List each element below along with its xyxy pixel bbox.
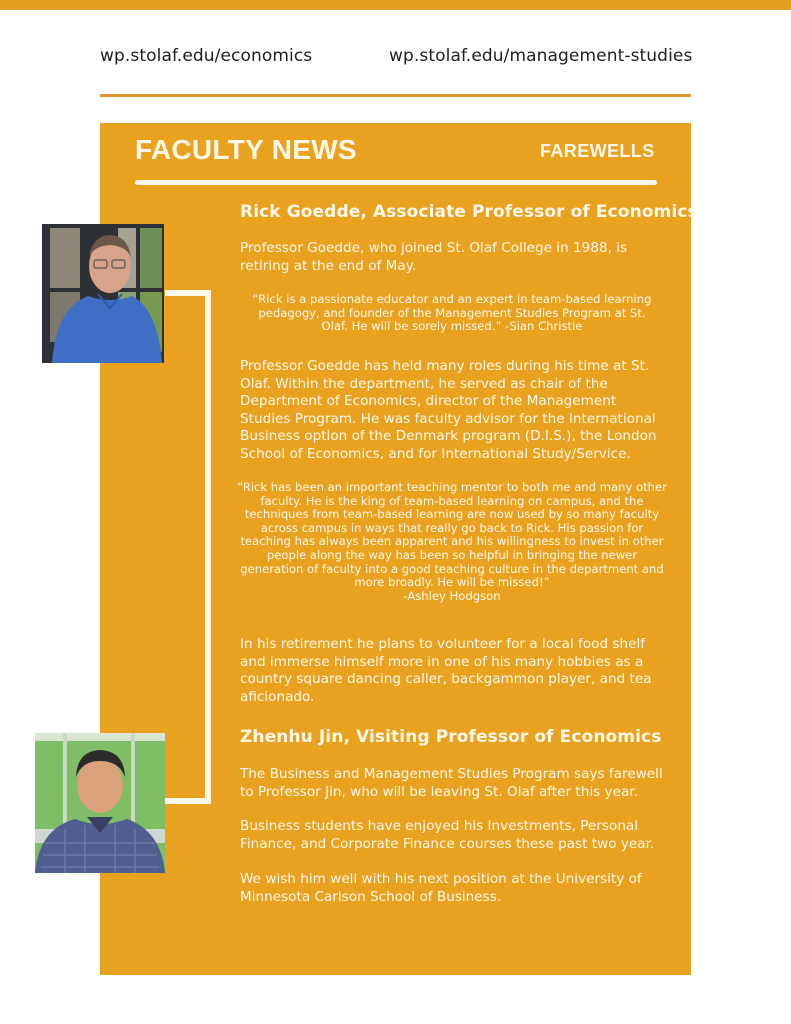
jin-farewell: The Business and Management Studies Program says farewell to Professor Jin, who will be leaving St. Olaf after this year. [240,766,663,800]
hodgson-quote-text: “Rick has been an important teaching mentor to both me and many other faculty. He is the king of team-based learning on campus, and the techniques from team-based learning are now used by so many faculty across campus in ways that really go back to Rick. His passion for teaching has always been apparent and his willingness to invest in other people along the way has been so helpful in bringing the newer generation of faculty into a good teaching culture in the department and more broadly. He will be missed!” [237,480,667,590]
section-title: FACULTY NEWS [135,134,357,165]
jin-photo [35,733,165,873]
portrait-jin-image [35,733,165,873]
header-divider [100,94,691,97]
goedde-intro: Professor Goedde, who joined St. Olaf College in 1988, is retiring at the end of May. [240,240,628,274]
top-accent-bar [0,0,791,10]
jin-next-position: We wish him well with his next position at the University of Minnesota Carlson School of Business. [240,871,642,905]
christie-quote: “Rick is a passionate educator and an expert in team-based learning pedagogy, and founder of the Management Studies Program at St. Olaf. He will be sorely missed.” -Sian Christie [252,292,652,334]
goedde-photo [42,224,164,363]
goedde-retirement: In his retirement he plans to volunteer for a local food shelf and immerse himself more in one of his many hobbies as a country square dancing caller, backgammon player, and tea aficionado. [240,636,652,705]
goedde-roles: Professor Goedde has held many roles during his time at St. Olaf. Within the department, he served as chair of the Department of Economics, director of the Management Studies Program. He was faculty advisor for the International Business option of the Denmark program (D.I.S.), the London School of Economics, and for International Study/Service. [240,358,657,462]
jin-heading: Zhenhu Jin, Visiting Professor of Economics [240,727,662,747]
goedde-heading: Rick Goedde, Associate Professor of Economics [240,202,698,222]
portrait-goedde-image [42,224,164,363]
economics-link[interactable]: wp.stolaf.edu/economics [100,46,313,66]
management-studies-link[interactable]: wp.stolaf.edu/management-studies [389,46,693,66]
hodgson-quote-author: -Ashley Hodgson [403,588,501,603]
jin-courses: Business students have enjoyed his Investments, Personal Finance, and Corporate Finance courses these past two year. [240,818,655,852]
title-divider [135,180,657,185]
decorative-bracket [165,290,211,804]
hodgson-quote [236,481,668,603]
section-subtitle: FAREWELLS [540,141,655,161]
